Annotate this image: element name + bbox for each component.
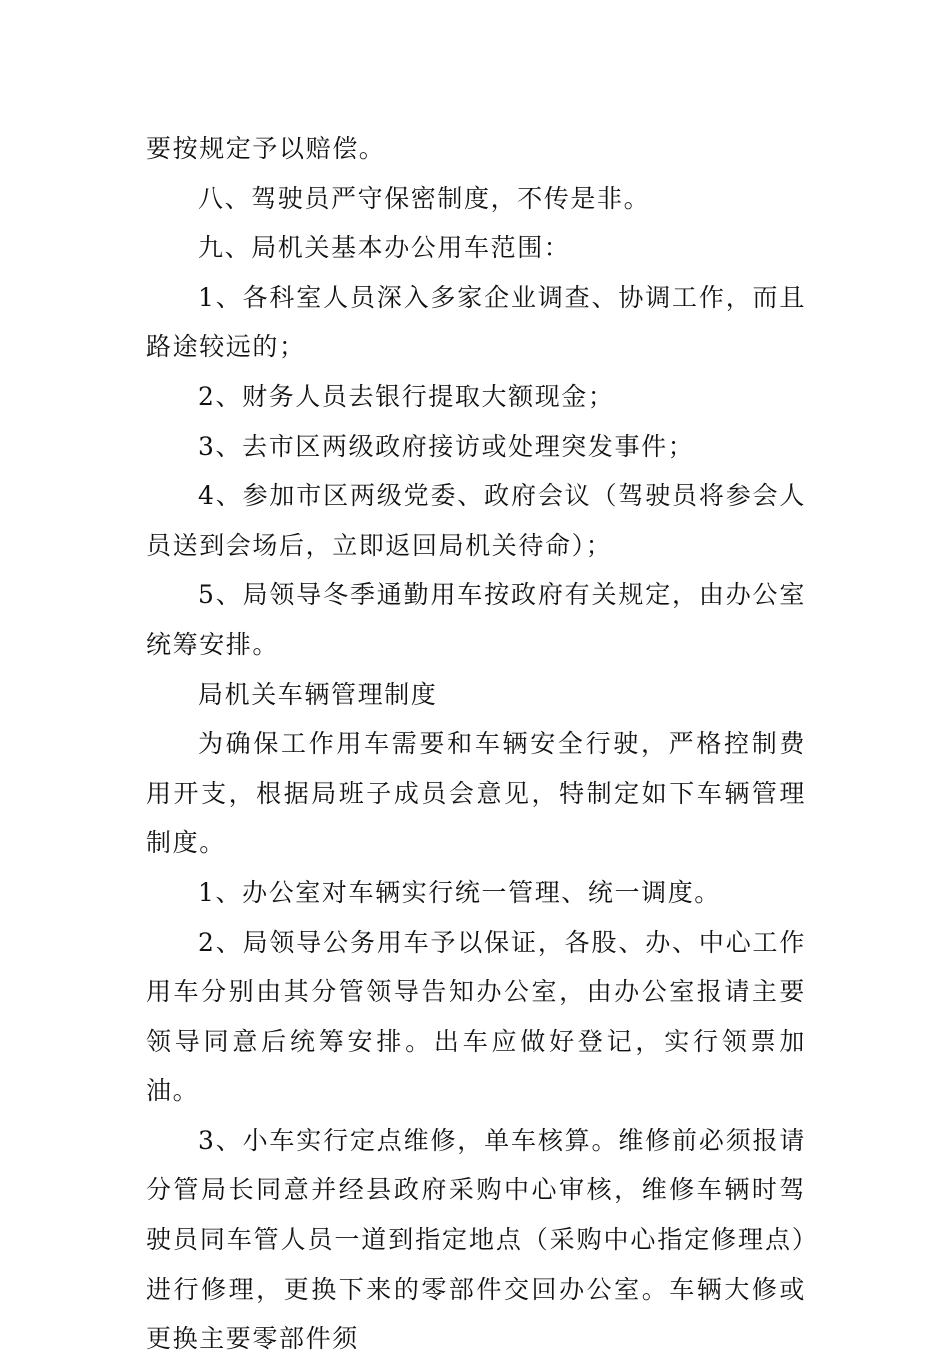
paragraph-usage-1: 1、各科室人员深入多家企业调查、协调工作，而且路途较远的；: [146, 282, 806, 362]
paragraph-rule-9-heading: 九、局机关基本办公用车范围：: [198, 233, 571, 263]
paragraph-usage-5: 5、局领导冬季通勤用车按政府有关规定，由办公室统筹安排。: [146, 580, 806, 659]
paragraph-usage-4: 4、参加市区两级党委、政府会议（驾驶员将参会人员送到会场后，立即返回局机关待命）；: [146, 481, 806, 560]
paragraph-rule-8: 八、驾驶员严守保密制度，不传是非。: [198, 183, 651, 213]
paragraph-management-2: 2、局领导公务用车予以保证，各股、办、中心工作用车分别由其分管领导告知办公室，由办公室报请主要领导同意后统筹安排。出车应做好登记，实行领票加油。: [146, 927, 806, 1106]
paragraph-intro: 为确保工作用车需要和车辆安全行驶，严格控制费用开支，根据局班子成员会意见，特制定如下车辆管理制度。: [146, 729, 806, 858]
section-title-vehicle-management: 局机关车辆管理制度: [198, 679, 438, 709]
paragraph-usage-3: 3、去市区两级政府接访或处理突发事件；: [198, 431, 695, 461]
paragraph-management-3: 3、小车实行定点维修，单车核算。维修前必须报请分管局长同意并经县政府采购中心审核，维修车辆时驾驶员同车管人员一道到指定地点（采购中心指定修理点）进行修理，更换下来的零部件交回办公室。车辆大修或更换主要零部件须: [146, 1125, 806, 1354]
paragraph-management-1: 1、办公室对车辆实行统一管理、统一调度。: [198, 877, 721, 907]
paragraph-compensation: 要按规定予以赔偿。: [146, 134, 386, 163]
document-body: [146, 124, 806, 1364]
paragraph-usage-2: 2、财务人员去银行提取大额现金；: [198, 381, 615, 411]
